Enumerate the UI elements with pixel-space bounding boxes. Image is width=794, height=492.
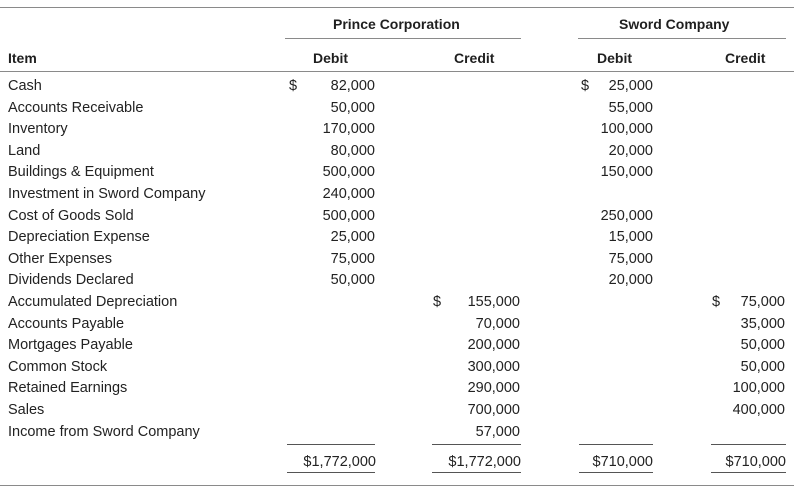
row-amount-sc: 100,000	[732, 380, 785, 397]
row-item-label: Buildings & Equipment	[8, 164, 154, 181]
currency-symbol: $	[433, 294, 442, 310]
row-item-label: Accounts Payable	[8, 315, 125, 332]
row-amount-pd: 170,000	[322, 121, 375, 138]
row-amount-pd: 50,000	[330, 272, 375, 289]
row-amount-pd: 75,000	[330, 250, 375, 267]
prince-debit-header: Debit	[313, 50, 348, 66]
row-amount-sc: 75,000	[740, 294, 785, 310]
row-amount-pd: 80,000	[330, 142, 375, 159]
row-item-label: Other Expenses	[8, 250, 112, 267]
row-amount-sd: 15,000	[608, 229, 653, 246]
currency-symbol: $	[581, 78, 590, 94]
row-amount-pc: 300,000	[467, 358, 520, 375]
sword-credit-header: Credit	[725, 50, 766, 66]
row-item-label: Investment in Sword Company	[8, 186, 206, 202]
sword-group-rule	[578, 38, 786, 39]
sword-company-header: Sword Company	[619, 16, 730, 32]
row-item-label: Sales	[8, 402, 45, 418]
row-amount-pd: 500,000	[322, 164, 375, 181]
sword-debit-header: Debit	[597, 50, 632, 66]
row-item-label: Land	[8, 142, 41, 159]
sword-credit-total-double-rule	[711, 472, 786, 473]
row-amount-sd: 25,000	[608, 78, 653, 94]
row-amount-pd: 50,000	[330, 99, 375, 116]
prince-debit-total-double-rule	[287, 472, 375, 473]
row-item-label: Cost of Goods Sold	[8, 207, 134, 224]
row-item-label: Retained Earnings	[8, 380, 128, 397]
row-amount-pc: 155,000	[467, 294, 520, 310]
row-item-label: Depreciation Expense	[8, 229, 150, 246]
prince-credit-header: Credit	[454, 50, 495, 66]
row-amount-pc: 57,000	[475, 423, 520, 440]
row-amount-sd: 75,000	[608, 250, 653, 267]
top-rule	[0, 7, 794, 8]
row-amount-pc: 290,000	[467, 380, 520, 397]
prince-group-rule	[285, 38, 521, 39]
prince-company-header: Prince Corporation	[333, 16, 460, 32]
row-amount-sc: 35,000	[740, 315, 785, 332]
sword-debit-total-double-rule	[579, 472, 653, 473]
row-amount-sd: 55,000	[608, 99, 653, 116]
prince-credit-total: $1,772,000	[448, 454, 521, 470]
row-amount-pd: 240,000	[322, 186, 375, 202]
item-header: Item	[8, 50, 37, 66]
currency-symbol: $	[712, 294, 721, 310]
row-amount-sd: 100,000	[600, 121, 653, 138]
header-bottom-rule	[0, 71, 794, 72]
sword-credit-total-rule	[711, 444, 786, 445]
bottom-rule	[0, 485, 794, 486]
row-amount-sd: 250,000	[600, 207, 653, 224]
row-item-label: Common Stock	[8, 358, 108, 375]
row-item-label: Cash	[8, 78, 42, 94]
row-amount-sc: 50,000	[740, 358, 785, 375]
row-item-label: Accumulated Depreciation	[8, 294, 178, 310]
sword-debit-total: $710,000	[592, 454, 653, 470]
row-amount-pc: 200,000	[467, 337, 520, 354]
row-amount-sc: 50,000	[740, 337, 785, 354]
row-amount-sc: 400,000	[732, 402, 785, 418]
row-amount-pd: 25,000	[330, 229, 375, 246]
row-amount-pc: 70,000	[475, 315, 520, 332]
row-amount-pc: 700,000	[467, 402, 520, 418]
row-item-label: Dividends Declared	[8, 272, 134, 289]
row-amount-sd: 20,000	[608, 272, 653, 289]
prince-credit-total-double-rule	[432, 472, 521, 473]
row-amount-pd: 500,000	[322, 207, 375, 224]
prince-credit-total-rule	[432, 444, 521, 445]
row-amount-sd: 20,000	[608, 142, 653, 159]
row-amount-sd: 150,000	[600, 164, 653, 181]
sword-credit-total: $710,000	[725, 454, 786, 470]
sword-debit-total-rule	[579, 444, 653, 445]
row-amount-pd: 82,000	[330, 78, 375, 94]
row-item-label: Mortgages Payable	[8, 337, 133, 354]
prince-debit-total-rule	[287, 444, 375, 445]
currency-symbol: $	[289, 78, 298, 94]
row-item-label: Income from Sword Company	[8, 423, 200, 440]
row-item-label: Accounts Receivable	[8, 99, 144, 116]
row-item-label: Inventory	[8, 121, 68, 138]
prince-debit-total: $1,772,000	[303, 454, 376, 470]
